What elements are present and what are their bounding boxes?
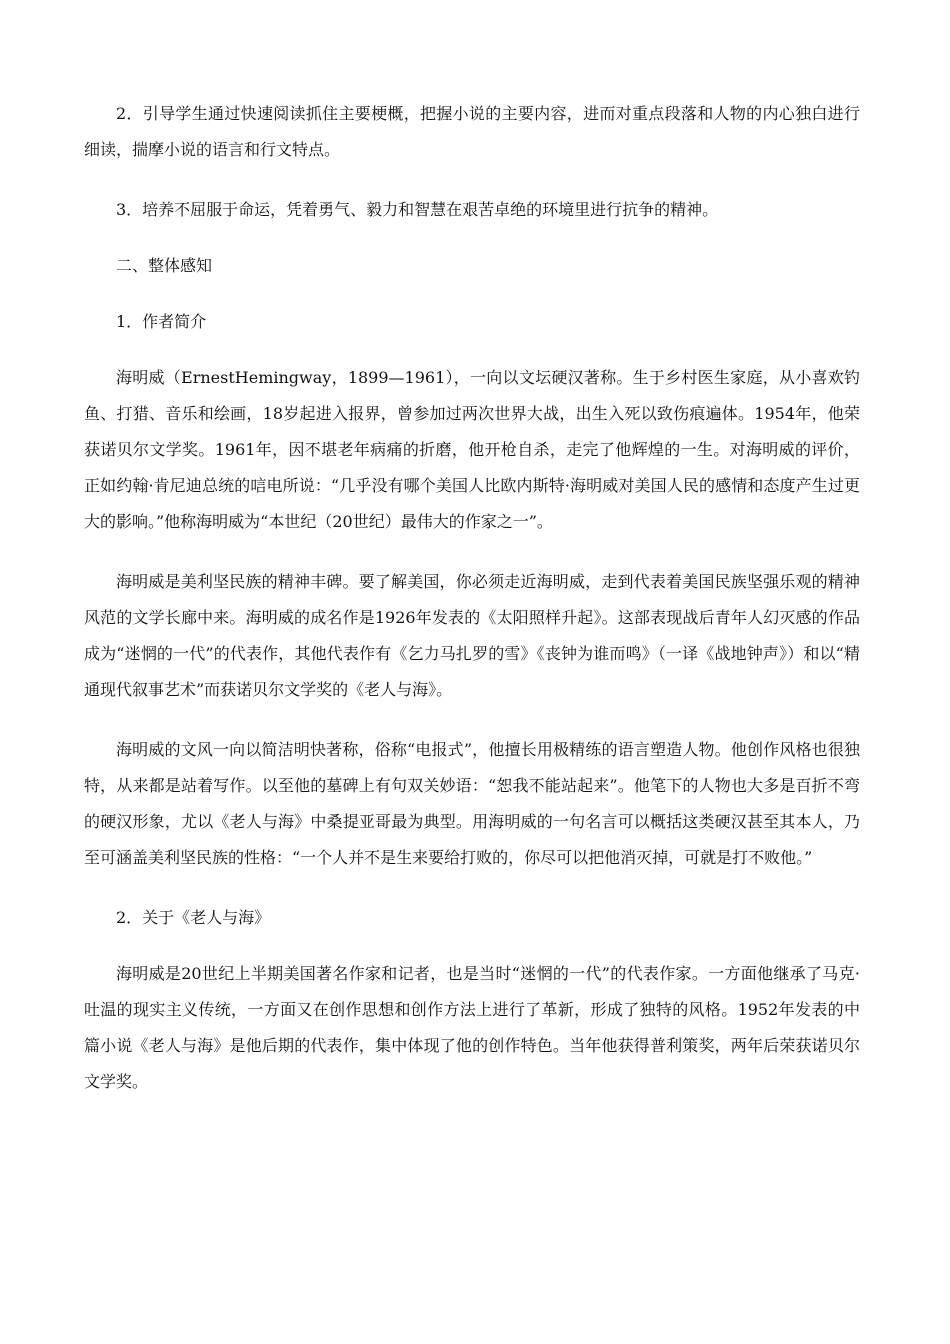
author-legacy-paragraph: 海明威是美利坚民族的精神丰碑。要了解美国，你必须走近海明威，走到代表着美国民族坚强乐观的精神风范的文学长廊中来。海明威的成名作是1926年发表的《太阳照样升起》。这部表现战后青年人幻灭感的作品成为“迷惘的一代”的代表作，其他代表作有《乞力马扎罗的雪》《丧钟为谁而鸣》（一译《战地钟声》）和以“精通现代叙事艺术”而获诺贝尔文学奖的《老人与海》。 xyxy=(84,572,860,699)
author-bio-paragraph: 海明威（ErnestHemingway，1899—1961），一向以文坛硬汉著称。生于乡村医生家庭，从小喜欢钓鱼、打猎、音乐和绘画，18岁起进入报界，曾参加过两次世界大战，出生入死以致伤痕遍体。1954年，他荣获诺贝尔文学奖。1961年，因不堪老年病痛的折磨，他开枪自杀，走完了他辉煌的一生。对海明威的评价，正如约翰·肯尼迪总统的唁电所说：“几乎没有哪个美国人比欧内斯特·海明威对美国人民的感情和态度产生过更大的影响。”他称海明威为“本世纪（20世纪）最伟大的作家之一”。 xyxy=(84,368,860,531)
writing-style-paragraph: 海明威的文风一向以简洁明快著称，俗称“电报式”，他擅长用极精练的语言塑造人物。他创作风格也很独特，从来都是站着写作。以至他的墓碑上有句双关妙语：“恕我不能站起来”。他笔下的人物也大多是百折不弯的硬汉形象，尤以《老人与海》中桑提亚哥最为典型。用海明威的一句名言可以概括这类硬汉甚至其本人，乃至可涵盖美利坚民族的性格：“一个人并不是生来要给打败的，你尽可以把他消灭掉，可就是打不败他。” xyxy=(84,740,860,867)
subheading-author-intro: 1．作者简介 xyxy=(116,312,207,331)
document-body xyxy=(84,96,860,1124)
objective-2-paragraph: 2．引导学生通过快速阅读抓住主要梗概，把握小说的主要内容，进而对重点段落和人物的内心独白进行细读，揣摩小说的语言和行文特点。 xyxy=(84,104,860,159)
subheading-old-man-and-sea: 2．关于《老人与海》 xyxy=(116,908,271,927)
objective-3-paragraph: 3．培养不屈服于命运，凭着勇气、毅力和智慧在艰苦卓绝的环境里进行抗争的精神。 xyxy=(116,200,719,219)
old-man-and-sea-paragraph: 海明威是20世纪上半期美国著名作家和记者，也是当时“迷惘的一代”的代表作家。一方面他继承了马克·吐温的现实主义传统，一方面又在创作思想和创作方法上进行了革新，形成了独特的风格。1952年发表的中篇小说《老人与海》是他后期的代表作，集中体现了他的创作特色。当年他获得普利策奖，两年后荣获诺贝尔文学奖。 xyxy=(84,964,860,1091)
section-heading-overall-perception: 二、整体感知 xyxy=(116,256,213,275)
